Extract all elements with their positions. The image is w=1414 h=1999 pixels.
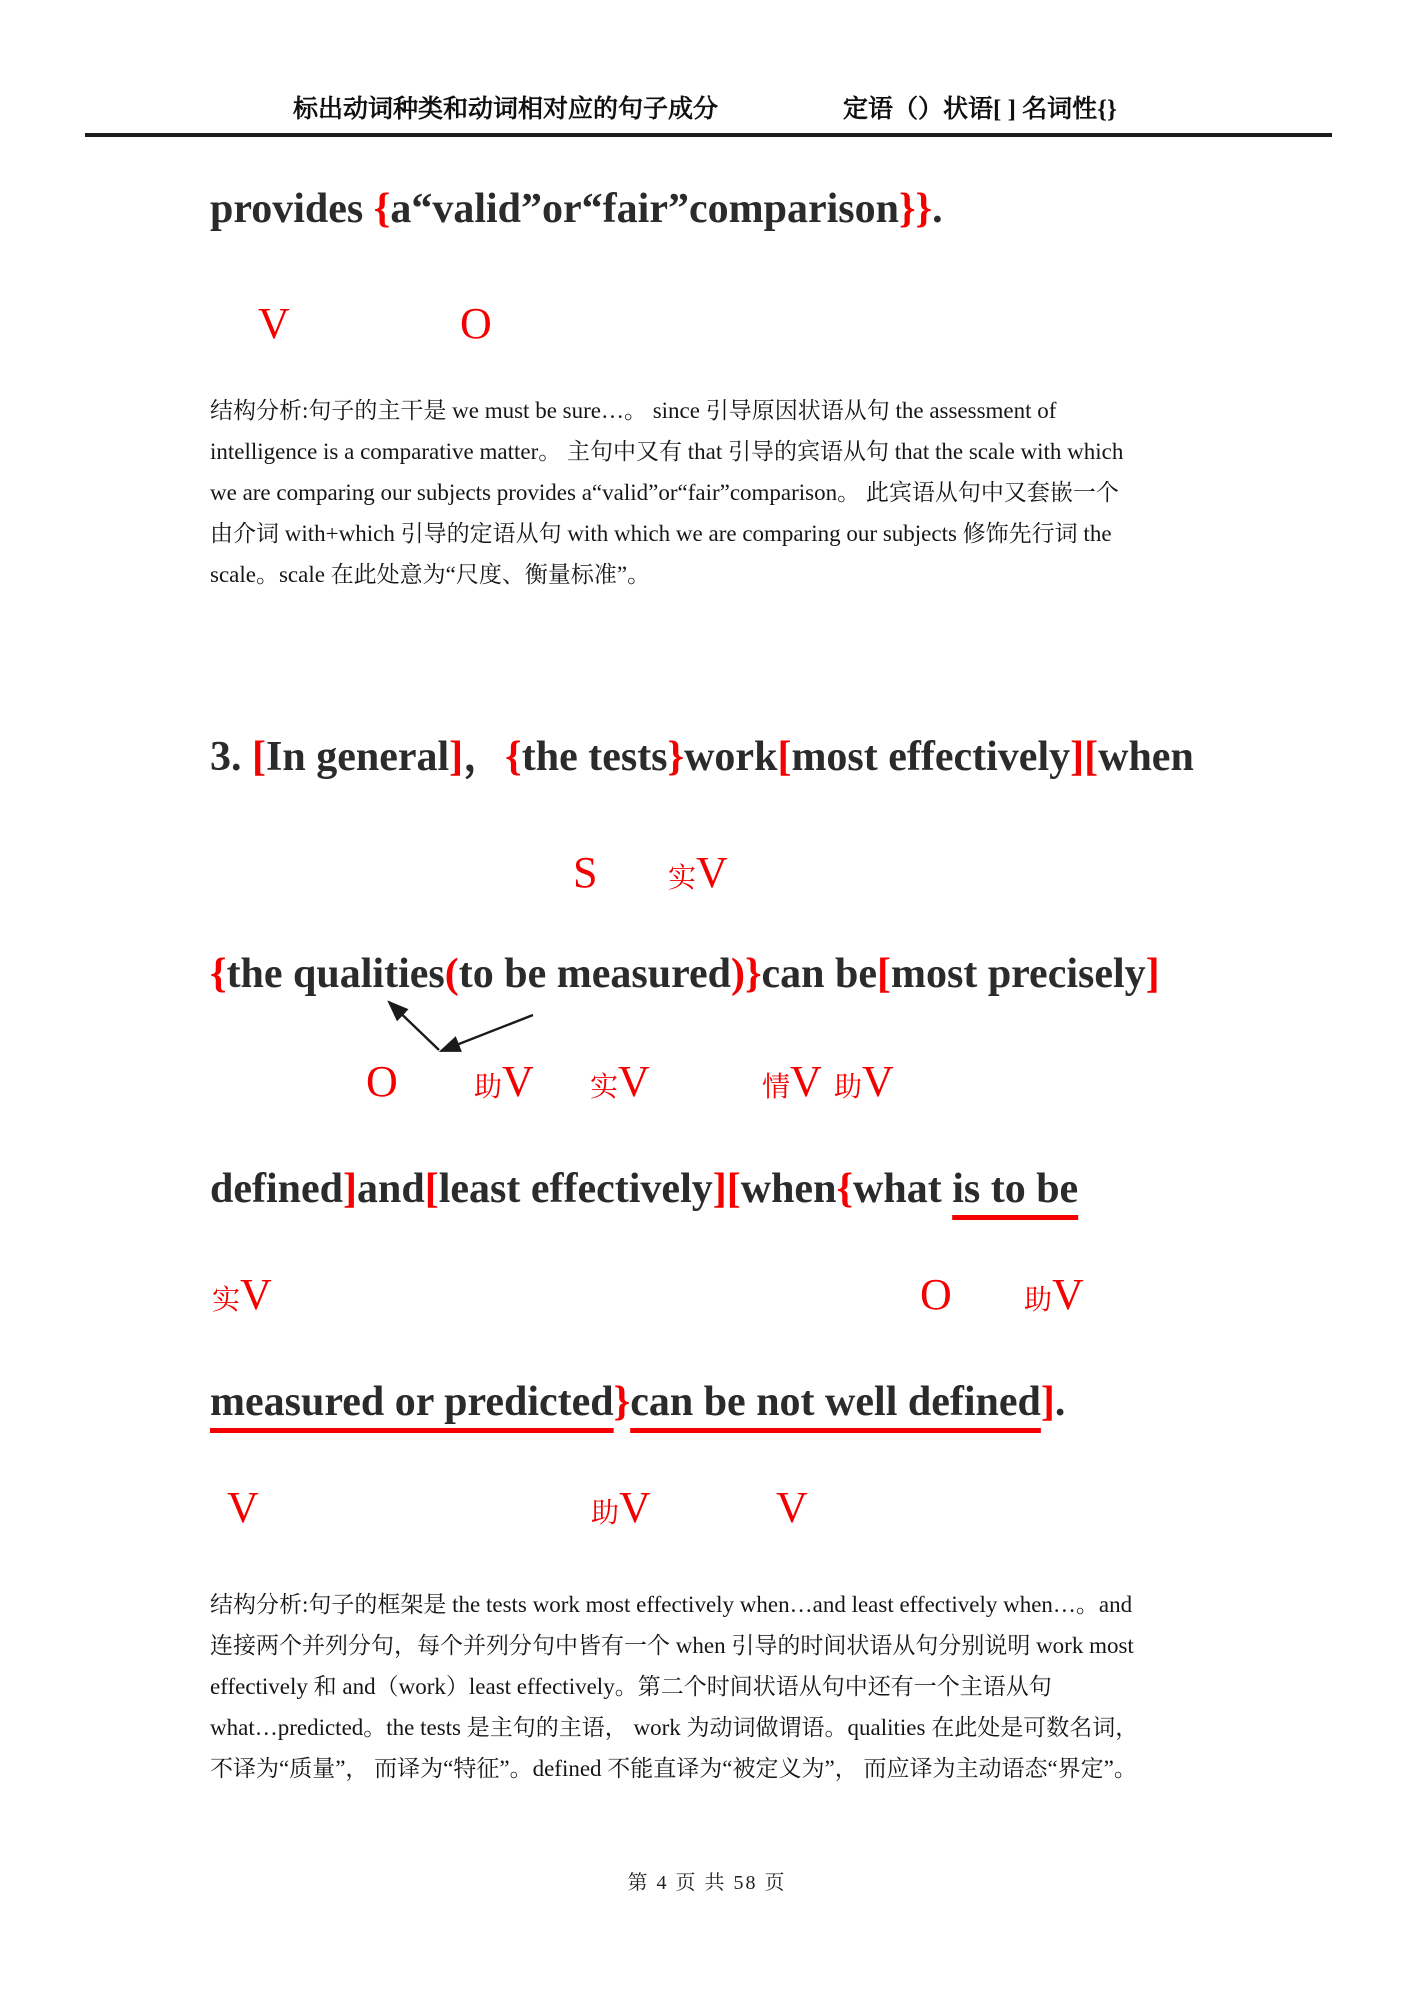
analysis-2-line: 结构分析:句子的框架是 the tests work most effectively when…and least effectively when…。and (210, 1592, 1133, 1617)
header-rule (85, 133, 1332, 137)
label-aux-verb: 助V (474, 1057, 534, 1106)
label-object: O (366, 1057, 398, 1106)
analysis-2-line: what…predicted。the tests 是主句的主语， work 为动词做谓语。qualities 在此处是可数名词， (210, 1715, 1139, 1740)
label-subject: S (573, 848, 598, 897)
annotation-row-3 (0, 1057, 1414, 1116)
qualities-pointer-arrows-icon (375, 993, 550, 1063)
analysis-2-line: 不译为“质量”， 而译为“特征”。defined 不能直译为“被定义为”， 而应译为主动语态“界定”。 (210, 1756, 1137, 1781)
label-modal-verb: 情V (762, 1057, 822, 1106)
sentence-3-line-1: 3. [In general]，{the tests}work[most effectively][when (210, 734, 1194, 780)
sentence-2-fragment: provides {a“valid”or“fair”comparison}}. (210, 186, 943, 232)
label-verb: V (258, 299, 290, 348)
annotation-row-2 (0, 848, 1414, 907)
annotation-row-5 (0, 1483, 1414, 1542)
annotation-row-1 (0, 299, 1414, 358)
label-verb: V (227, 1483, 259, 1532)
analysis-1-line: scale。scale 在此处意为“尺度、衡量标准”。 (210, 562, 651, 587)
header-annotation-legend: 定语（）状语[ ] 名词性{} (843, 96, 1117, 123)
sentence-3-line-2: {the qualities(to be measured)}can be[most precisely] (210, 951, 1160, 997)
label-aux-verb: 助V (1024, 1270, 1084, 1319)
analysis-2-line: 连接两个并列分句，每个并列分句中皆有一个 when 引导的时间状语从句分别说明 work most (210, 1633, 1134, 1658)
analysis-1-line: 由介词 with+which 引导的定语从句 with which we are comparing our subjects 修饰先行词 the (210, 521, 1112, 546)
header-left-title: 标出动词种类和动词相对应的句子成分 (293, 96, 719, 123)
label-object: O (460, 299, 492, 348)
analysis-1-line: 结构分析:句子的主干是 we must be sure…。 since 引导原因状语从句 the assessment of (210, 398, 1057, 423)
label-aux-verb: 助V (834, 1057, 894, 1106)
page-number-footer: 第 4 页 共 58 页 (627, 1872, 787, 1894)
label-aux-verb: 助V (591, 1483, 651, 1532)
label-verb: V (776, 1483, 808, 1532)
sentence-3-line-3: defined]and[least effectively][when{what is to be (210, 1166, 1079, 1212)
sentence-3-line-4: measured or predicted}can be not well defined]. (210, 1379, 1066, 1425)
annotation-row-4 (0, 1270, 1414, 1329)
label-real-verb: 实V (212, 1270, 272, 1319)
analysis-1-line: intelligence is a comparative matter。 主句中又有 that 引导的宾语从句 that the scale with which (210, 439, 1124, 464)
label-real-verb: 实V (590, 1057, 650, 1106)
label-real-verb: 实V (668, 848, 728, 897)
label-object: O (920, 1270, 952, 1319)
analysis-1-line: we are comparing our subjects provides a“valid”or“fair”comparison。 此宾语从句中又套嵌一个 (210, 480, 1119, 505)
analysis-2-line: effectively 和 and（work）least effectively。第二个时间状语从句中还有一个主语从句 (210, 1674, 1052, 1699)
